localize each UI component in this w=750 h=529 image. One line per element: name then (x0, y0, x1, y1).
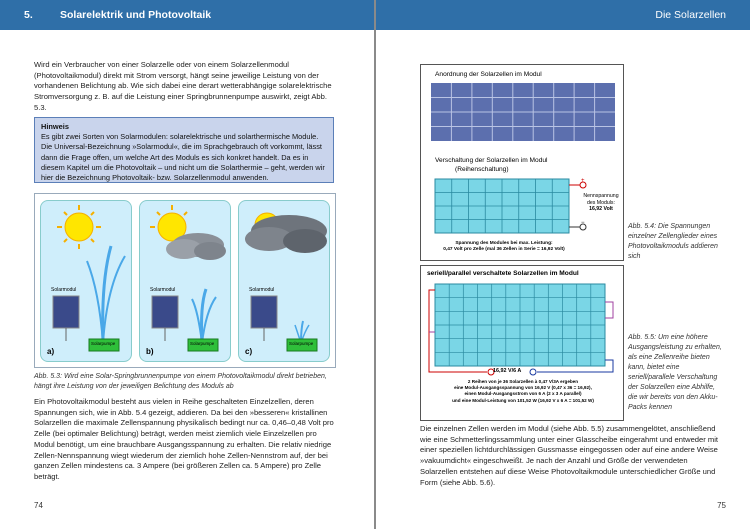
left-page (0, 0, 374, 529)
figure-5-4 (420, 64, 624, 261)
fig4-title-2b: (Reihenschaltung) (455, 166, 509, 173)
panel-c-pump-label: Solarpumpe (289, 341, 314, 346)
panel-c-drawing (239, 201, 330, 362)
series-parallel-wiring-diagram (427, 282, 619, 378)
hint-text: Es gibt zwei Sorten von Solarmodulen: solarelektrische und solarthermische Module. Die Universal-Bezeichnung »Solarmodul«, die im Sprachgebrauch oft vorkommt, lässt dann die Frage offen, um welche Art des Moduls es sich konkret handelt. Da es in diesem Kapitel um die Photovoltaik – und nicht um die Solarthermie – geht, werden wir hier die Bezeichnung Photovoltaik- bzw. Solarzellenmodul anwenden. (41, 132, 325, 183)
panel-c-label: c) (245, 347, 253, 356)
fig5-title: seriell/parallel verschaltete Solarzellen im Modul (427, 270, 579, 277)
panel-a-label: a) (47, 347, 55, 356)
figure-5-3-caption: Abb. 5.3: Wird eine Solar-Springbrunnenpumpe von einem Photovoltaikmodul direkt betrieben, hängt ihre Leistung von der jeweiligen Belichtung des Moduls ab (34, 373, 327, 390)
body-paragraph-right: Die einzelnen Zellen werden im Modul (siehe Abb. 5.5) zusammengelötet, anschließend wie eine Schmetterlingssammlung unter einer Glasscheibe eingerahmt und entweder mit einer speziellen lichtdurchlässigen Gussmasse eingegossen oder auf eine andere Weise »vakuumdicht« eingeschweißt. Je nach der Anzahl und Größe der verwendeten Solarzellen entstehen auf diese Weise Photovoltaikmodule unterschiedlicher Größe und Form (siehe Abb. 5.6). (420, 424, 718, 487)
fig4-nominal-voltage (579, 193, 623, 213)
panel-b-drawing (140, 201, 231, 362)
panel-a (40, 200, 132, 362)
panel-a-pump-label: Solarpumpe (91, 341, 116, 346)
module-panel-grid (431, 83, 615, 141)
figure-5-3 (34, 193, 336, 368)
right-page (376, 0, 750, 529)
panel-c-module-label: Solarmodul (249, 287, 275, 293)
fig5-line-2: eine Modul-Ausgangsspannung von 16,92 V (0,47 x 36 = 16,92), (454, 385, 592, 391)
fig4-minus-sign: − (581, 220, 585, 226)
fig4-nenn-line-1: Nennspannung (583, 193, 619, 199)
panel-b-label: b) (146, 347, 154, 356)
page-number-left: 74 (34, 501, 43, 510)
fig4-spann-line-2: 0,47 Volt pro Zelle (mal 36 Zellen in Serie = 16,92 Volt) (443, 247, 565, 253)
fig4-title-1: Anordnung der Solarzellen im Modul (435, 71, 542, 78)
panel-c (238, 200, 330, 362)
fig5-output-voltage: 16,92 V/6 A (493, 368, 522, 374)
chapter-header (0, 0, 374, 30)
figure-5-4-caption: Abb. 5.4: Die Spannungen einzelner Zellenglieder eines Photovoltaikmoduls addieren sich (628, 223, 718, 260)
body-paragraph-left: Ein Photovoltaikmodul besteht aus vielen in Reihe geschalteten Einzelzellen, deren Spannungen sich, wie in Abb. 5.4 gezeigt, addieren. Da bei den »besseren« kristallinen Solarzellen die maximale Zellenspannung physikalisch bedingt nur ca. 0,46–0,48 Volt pro Zelle (bei optimaler Belichtung) beträgt, werden meist ziemlich viele Einzelzellen pro Modul benötigt, um eine brauchbare Ausgangsspannung zu erhalten. Die relativ niedrige Zellen-Nennspannung wiegt wiederum der ziemlich hohe Zellen-Nennstrom auf, der bei ganzen Zellen mindestens ca. 3 Ampere (bei größeren Zellen ca. 5 Ampere) pro Zelle beträgt. (34, 397, 334, 481)
fig4-spann-line-1: Spannung des Modules bei max. Leistung: (455, 241, 553, 246)
fig4-title-2: Verschaltung der Solarzellen im Modul (435, 157, 548, 164)
fig4-voltage-note (429, 241, 579, 254)
panel-b (139, 200, 231, 362)
hint-title: Hinweis (41, 122, 69, 131)
panel-a-module-label: Solarmodul (51, 287, 77, 293)
intro-paragraph: Wird ein Verbraucher von einer Solarzelle oder von einem Solarzellenmodul (Photovoltaikmodul) direkt mit Strom versorgt, hängt seine jeweilige Leistung von der vorhandenen Belichtung ab. Wie sich dabei eine derart wetterabhängige solarelektrische Stromversorgung z. B. auf die Leistung einer Springbrunnenpumpe auswirkt, zeigt Abb. 5.3. (34, 60, 332, 112)
running-title: Die Solarzellen (655, 9, 726, 21)
fig4-plus-sign: + (581, 178, 585, 184)
page-number-right: 75 (717, 501, 726, 510)
figure-5-5 (420, 265, 624, 421)
fig4-nenn-line-2: des Moduls: (587, 199, 615, 206)
chapter-number: 5. (24, 9, 33, 21)
fig5-explanation (427, 379, 619, 404)
panel-a-drawing (41, 201, 132, 362)
fig5-line-3: einen Modul-Ausgangsstrom von 6 A (2 x 3 A parallel) (464, 391, 582, 397)
fig5-line-1: 2 Reihen von je 36 Solarzellen à 0,47 V/3A ergeben (467, 379, 579, 384)
running-header (376, 0, 750, 30)
panel-b-module-label: Solarmodul (150, 287, 176, 293)
hint-box (34, 117, 334, 183)
panel-b-pump-label: Solarpumpe (190, 341, 215, 346)
figure-5-5-caption: Abb. 5.5: Um eine höhere Ausgangsleistung zu erhalten, als eine Zellenreihe bieten kann, bietet eine seriell/parallele Verschaltung der Solarzellen eine Abhilfe, die wir bereits von den Akku-Packs kennen (628, 334, 722, 411)
fig5-line-4: und eine Modul-Leistung von 101,52 W (16,92 V x 6 A = 101,52 W) (452, 397, 594, 403)
chapter-title: Solarelektrik und Photovoltaik (60, 9, 212, 21)
fig4-nenn-line-3: 16,92 Volt (589, 206, 613, 212)
